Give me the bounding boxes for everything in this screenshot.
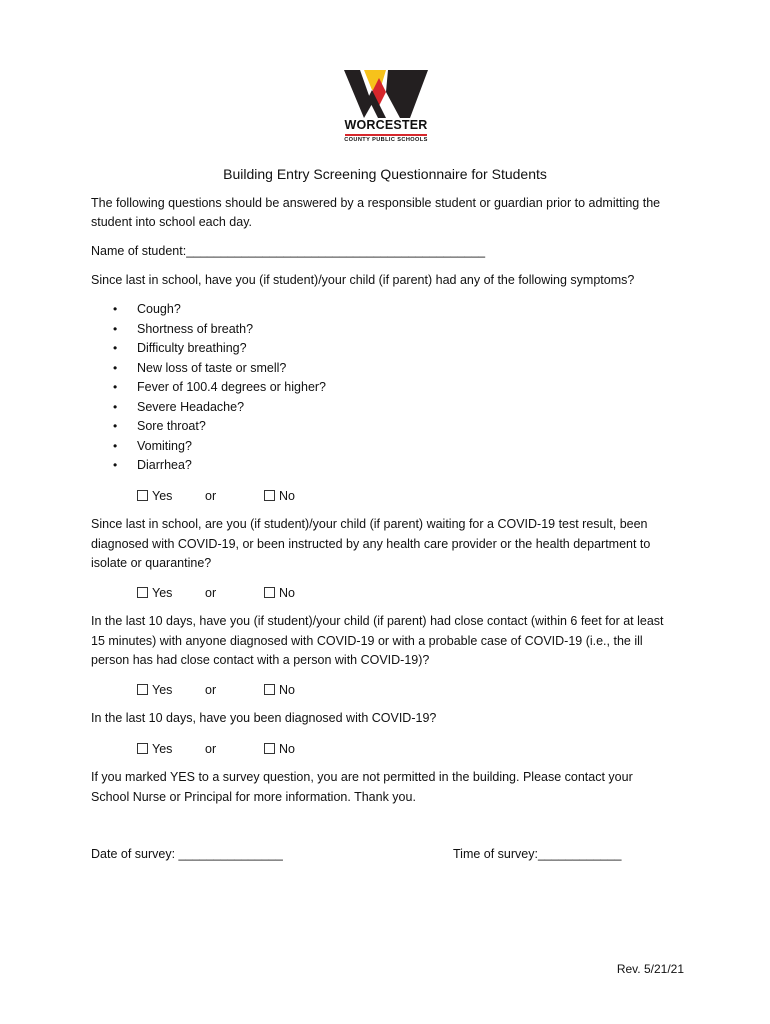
symptom-list — [113, 300, 326, 476]
intro-line-2: student into school each day. — [91, 215, 252, 229]
list-item: • Shortness of breath? — [113, 320, 326, 340]
bullet-icon: • — [113, 399, 118, 414]
question-2-line-1: Since last in school, are you (if student)/your child (if parent) waiting for a COVID-19 test result, been — [91, 517, 648, 531]
logo-subtitle: COUNTY PUBLIC SCHOOLS — [344, 137, 428, 143]
checkbox-icon[interactable] — [264, 587, 275, 598]
no-option[interactable]: No — [264, 680, 295, 700]
question-3-line-1: In the last 10 days, have you (if student)/your child (if parent) had close contact (within 6 feet for at least — [91, 614, 664, 628]
no-option[interactable]: No — [264, 486, 295, 506]
no-option[interactable]: No — [264, 739, 295, 759]
checkbox-icon[interactable] — [137, 743, 148, 754]
checkbox-icon[interactable] — [137, 684, 148, 695]
revision-label: Rev. 5/21/21 — [616, 962, 684, 976]
checkbox-icon[interactable] — [264, 490, 275, 501]
bullet-icon: • — [113, 438, 118, 453]
yes-option[interactable]: Yes — [137, 583, 172, 603]
time-of-survey-field[interactable]: Time of survey:____________ — [453, 847, 622, 861]
intro-line-1: The following questions should be answered by a responsible student or guardian prior to admitting the — [91, 196, 661, 210]
list-item: • Difficulty breathing? — [113, 339, 326, 359]
list-item: • Fever of 100.4 degrees or higher? — [113, 378, 326, 398]
yes-option[interactable]: Yes — [137, 680, 172, 700]
list-item: • Cough? — [113, 300, 326, 320]
logo-black-right — [386, 70, 428, 118]
checkbox-icon[interactable] — [137, 587, 148, 598]
bullet-icon: • — [113, 380, 118, 394]
list-item: • New loss of taste or smell? — [113, 359, 326, 379]
question-1-text: Since last in school, have you (if student)/your child (if parent) had any of the following symptoms? — [91, 273, 635, 287]
bullet-icon: • — [113, 302, 118, 316]
checkbox-icon[interactable] — [264, 743, 275, 754]
or-label: or — [205, 586, 217, 600]
question-3-line-2: 15 minutes) with anyone diagnosed with COVID-19 or with a probable case of COVID-19 (i.e., the ill — [91, 634, 643, 648]
student-name-field[interactable]: Name of student:___________________________________________ — [91, 244, 486, 258]
list-item: • Sore throat? — [113, 417, 326, 437]
checkbox-icon[interactable] — [264, 684, 275, 695]
question-2-line-2: diagnosed with COVID-19, or been instructed by any health care provider or the health department to — [91, 537, 651, 551]
bullet-icon: • — [113, 360, 118, 375]
logo-wordmark: WORCESTER — [344, 118, 428, 132]
worcester-logo-icon — [342, 68, 430, 148]
bullet-icon: • — [113, 341, 118, 355]
bullet-icon: • — [113, 458, 118, 472]
bullet-icon: • — [113, 321, 118, 336]
yes-option[interactable]: Yes — [137, 486, 172, 506]
list-item: • Vomiting? — [113, 437, 326, 457]
or-label: or — [205, 489, 217, 503]
question-3-line-3: person has had close contact with a person with COVID-19)? — [91, 653, 430, 667]
question-2-line-3: isolate or quarantine? — [91, 556, 212, 570]
date-of-survey-field[interactable]: Date of survey: _______________ — [91, 847, 283, 861]
list-item: • Diarrhea? — [113, 456, 326, 476]
bullet-icon: • — [113, 419, 118, 433]
list-item: • Severe Headache? — [113, 398, 326, 418]
checkbox-icon[interactable] — [137, 490, 148, 501]
notice-line-1: If you marked YES to a survey question, you are not permitted in the building. Please contact your — [91, 770, 633, 784]
or-label: or — [205, 742, 217, 756]
yes-option[interactable]: Yes — [137, 739, 172, 759]
or-label: or — [205, 683, 217, 697]
question-4-text: In the last 10 days, have you been diagnosed with COVID-19? — [91, 711, 437, 725]
page-title: Building Entry Screening Questionnaire for Students — [223, 166, 547, 182]
notice-line-2: School Nurse or Principal for more information. Thank you. — [91, 790, 416, 804]
logo-divider — [345, 134, 427, 136]
no-option[interactable]: No — [264, 583, 295, 603]
